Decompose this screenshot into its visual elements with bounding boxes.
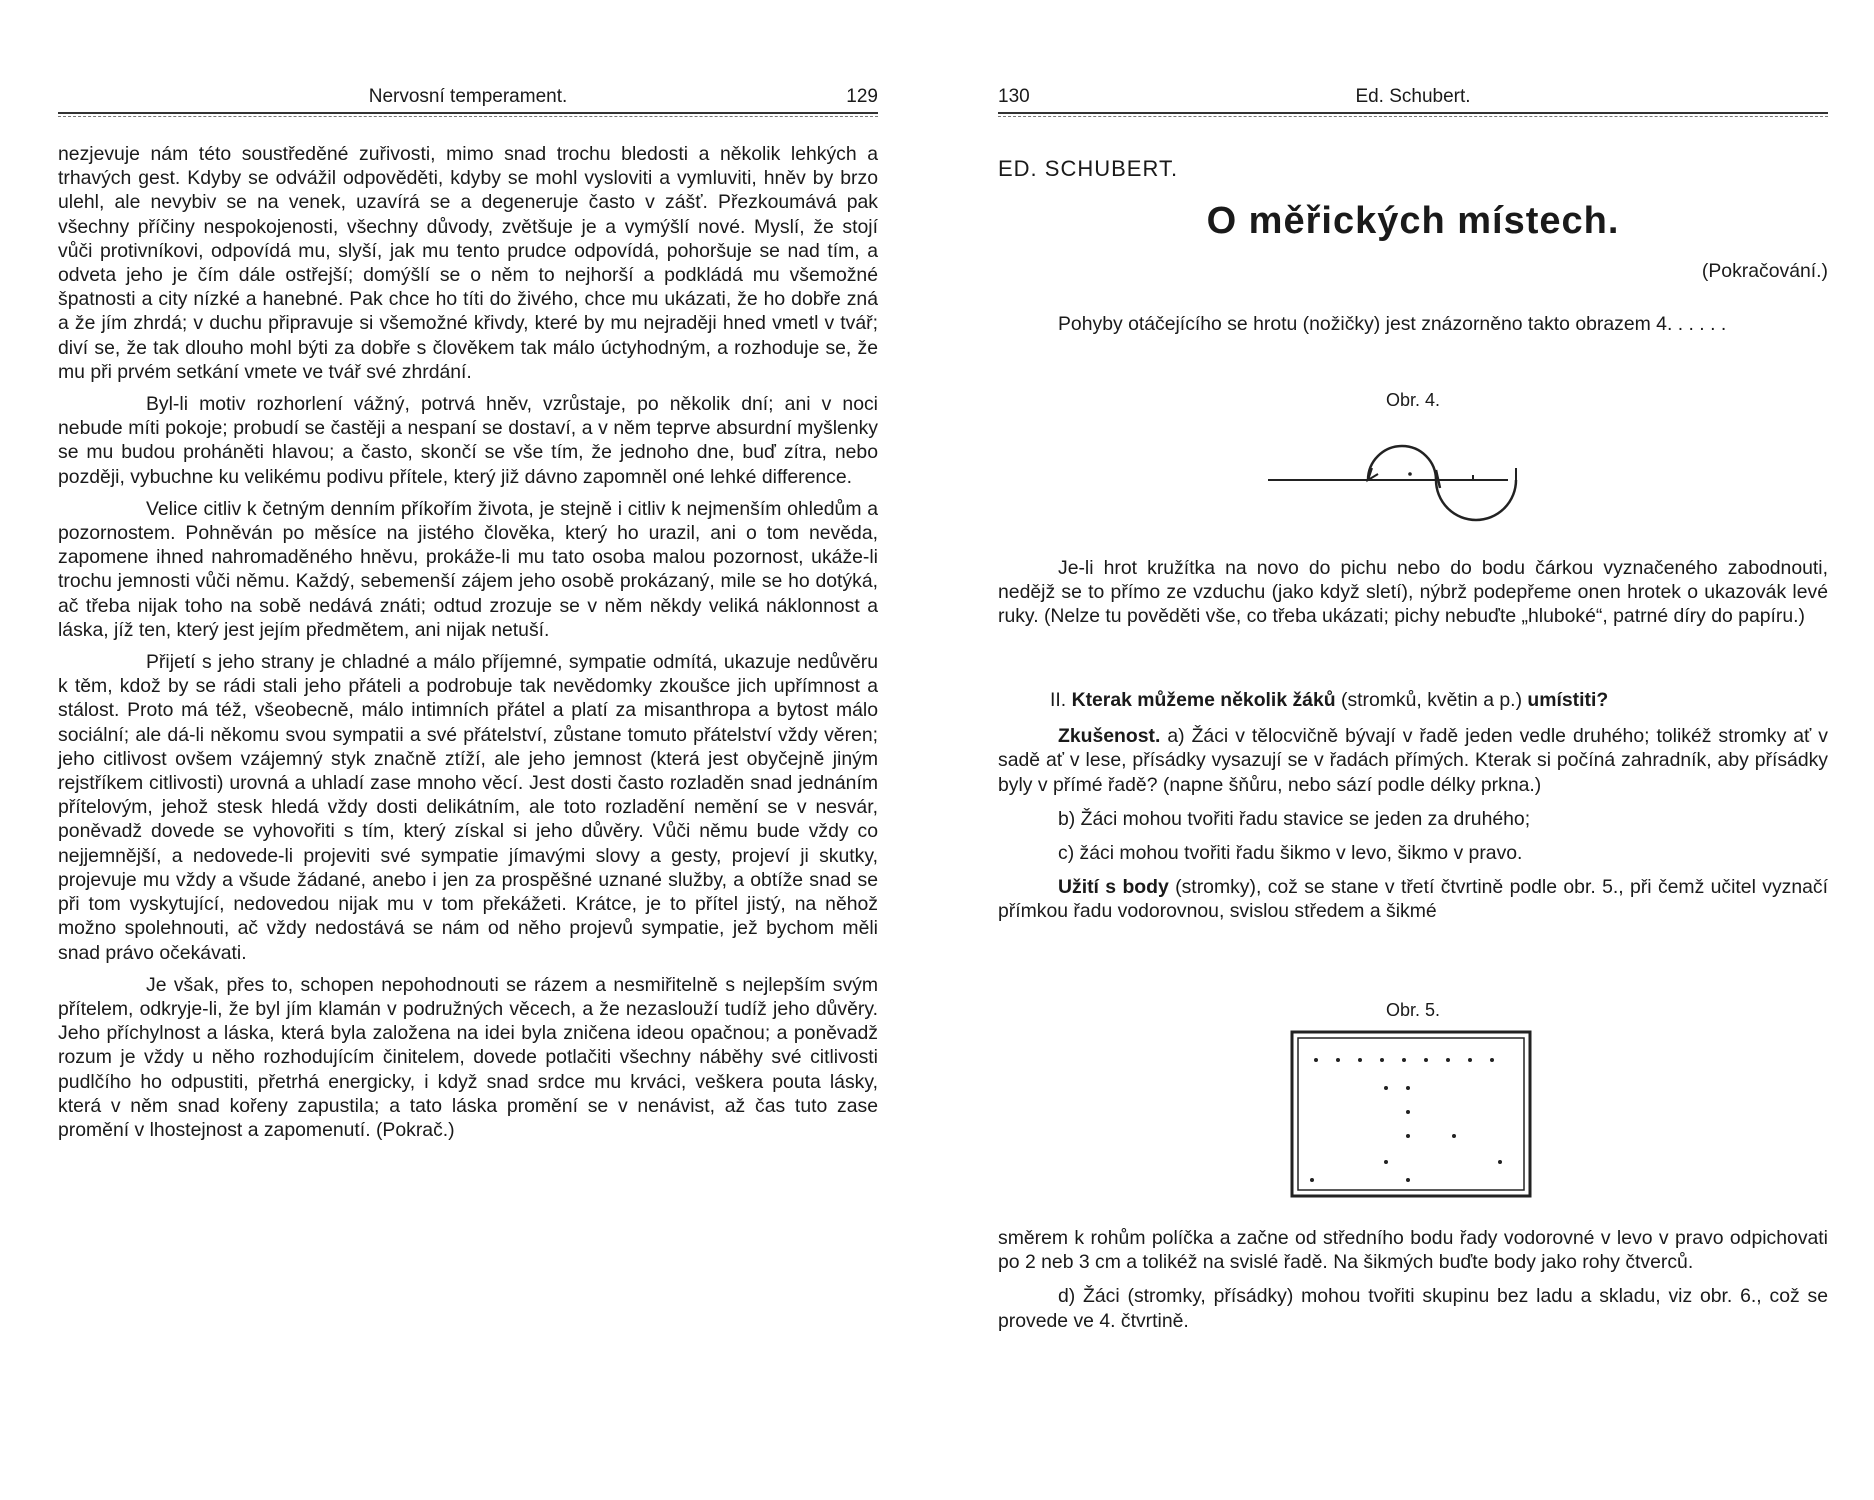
uziti-text: (stromky), což se stane v třetí čtvrtině podle obr. 5., při čemž učitel vyznačí přímkou řadu vodorovnou, svislou středem a šikmé — [998, 876, 1829, 923]
article-title: O měřických místech. — [1206, 200, 1620, 242]
paragraph: Je-li hrot kružítka na novo do pichu nebo do bodu čárkou vyznačeného zabodnouti, nedějž se to přímo ze vzduchu (jako když sletí), nýbrž podepřeme onen hrotek o ukazovák levé ruky. (Nelze tu pověděti vše, co třeba ukázati; pichy nebuďte „hluboké“, patrné díry do papíru.) — [998, 557, 1828, 628]
header-rule-dashed — [998, 116, 1828, 117]
figure-5-dot-grid — [1290, 1030, 1532, 1198]
paragraph: Přijetí s jeho strany je chladné a málo příjemné, sympatie odmítá, ukazuje nedůvěru k těm, kdož by se rádi stali jeho přáteli a podrobuje tak nevědomky zkoušce jich upřímnost a stálost. Proto má též, všeobecně, málo intimních přátel a platí za misanthropa a bytost málo sociální; ale dá-li někomu svou sympatii a své přátelství, zůstane tomuto přátelství vždy věren; jeho citlivost ovšem vzájemný styk značně ztíží, ale jeho jemnost (která jest obyčejně jiným rejstříkem citlivosti) urovná a uhladí zase mnoho věcí. Jest dosti často rozladěn snad jednáním přítelovým, jehož stesk hledá vždy dosti delikátním, ale toto rozladění nemění se v nesvár, poněvadž dovede se vyhovořiti s tím, který získal si jeho důvěry. Vůči němu bude vždy co nejjemnější, a nedovede-li projeviti své sympatie jímavými slovy a gesty, projeví ji skutky, projevuje mu vždy a všude žádané, anebo i jen za prospěšné uznané služby, a obtíže snad se při tom vyskytující, nedovedou nijak mu v tom překážeti. Krátce, je to přítel jistý, na něhož možno spolehnouti, ač vždy nedostává se nám od něho projevů sympatie, jež bychom měli snad právo očekávati. — [58, 651, 878, 964]
paragraph: směrem k rohům políčka a začne od středního bodu řady vodorovné v levo v pravo odpichovati po 2 neb 3 cm a tolikéž na svislé řadě. Na šikmých buďte body jako rohy čtverců. — [998, 1227, 1828, 1274]
item-c: c) žáci mohou tvořiti řadu šikmo v levo, šikmo v pravo. — [1058, 842, 1523, 865]
figure-4-label: Obr. 4. — [1385, 390, 1441, 410]
figure-5-dot — [1498, 1160, 1502, 1164]
figure-5-dot — [1452, 1134, 1456, 1138]
figure-5-dot — [1490, 1058, 1494, 1062]
left-body-text — [58, 142, 878, 1150]
continuation-note: (Pokračování.) — [1701, 260, 1828, 282]
left-running-head — [58, 86, 878, 112]
right-running-title: Ed. Schubert. — [1355, 86, 1471, 107]
left-running-title: Nervosní temperament. — [368, 86, 568, 107]
right-page-number: 130 — [998, 86, 1030, 107]
left-page-number: 129 — [846, 86, 878, 107]
section-ii — [998, 688, 1828, 934]
zkusenost-label: Zkušenost. — [1058, 725, 1161, 748]
figure-5-dot — [1468, 1058, 1472, 1062]
uziti-paragraph — [998, 875, 1828, 923]
figure-5-dot — [1358, 1058, 1362, 1062]
section-number: II. — [1050, 689, 1067, 711]
right-running-head — [998, 86, 1828, 112]
paragraph: Pohyby otáčejícího se hrotu (nožičky) jest znázorněno takto obrazem 4. . . . . . — [1058, 313, 1727, 335]
article-author: ED. SCHUBERT. — [998, 156, 1179, 181]
item-b: b) Žáci mohou tvořiti řadu stavice se jeden za druhého; — [1058, 807, 1531, 830]
figure-5-dot — [1336, 1058, 1340, 1062]
figure-5-outer-frame — [1292, 1032, 1530, 1196]
zkusenost-paragraph — [998, 724, 1828, 797]
figure-4-lower-arc — [1436, 480, 1516, 520]
paragraph: Byl-li motiv rozhorlení vážný, potrvá hněv, vzrůstaje, po několik dní; ani v noci nebude míti pokoje; probudí se častěji a nespaní se dostaví, a v něm teprve absurdní myšlenky se mu budou proháněti hlavou; a často, skončí se vše tím, že jednoho dne, buď zítra, nebo později, vybuchne ku velikému podivu přítele, který již dávno zapomněl oné lehké difference. — [58, 393, 878, 488]
zkusenost-text: a) Žáci v tělocvičně bývají v řadě jeden vedle druhého; tolikéž stromky ať v sadě ať v lese, přísádky vysazují se v řadách přímých. Kterak si počíná zahradník, aby přísádky byly v přímé řadě? (napne šňůru, nebo sází podle délky prkna.) — [998, 725, 1828, 796]
intro-text — [998, 312, 1828, 346]
figure-5-dot — [1380, 1058, 1384, 1062]
figure-5-dot — [1402, 1058, 1406, 1062]
fig5-following-text — [998, 1226, 1828, 1343]
figure-5-dot — [1406, 1086, 1410, 1090]
section-heading-bold-end: umístiti? — [1527, 689, 1609, 711]
figure-4-dot — [1408, 472, 1412, 476]
section-heading-normal: (stromků, květin a p.) — [1341, 689, 1523, 711]
figure-5-dot — [1384, 1086, 1388, 1090]
figure-5-dot — [1406, 1134, 1410, 1138]
left-page — [58, 0, 878, 1500]
uziti-label: Užití s body — [1058, 876, 1169, 899]
figure-5-dots — [1310, 1058, 1502, 1182]
figure-5-dot — [1384, 1160, 1388, 1164]
figure-5-label: Obr. 5. — [1385, 1000, 1441, 1020]
figure-5-inner-frame — [1298, 1038, 1524, 1190]
right-page — [998, 0, 1828, 1500]
fig4-following-text — [998, 556, 1828, 639]
item-d: d) Žáci (stromky, přísádky) mohou tvořiti skupinu bez ladu a skladu, viz obr. 6., což se provede ve 4. čtvrtině. — [998, 1285, 1828, 1332]
figure-4-compass-diagram — [1268, 420, 1568, 530]
figure-5-dot — [1310, 1178, 1314, 1182]
section-heading — [998, 688, 1828, 712]
figure-5-dot — [1446, 1058, 1450, 1062]
figure-5-dot — [1424, 1058, 1428, 1062]
header-rule — [998, 112, 1828, 114]
header-rule — [58, 112, 878, 114]
paragraph: nezjevuje nám této soustředěné zuřivosti, mimo snad trochu bledosti a několik lehkých a trhavých gest. Kdyby se odvážil odpověděti, kdyby se mohl vysloviti a vymluviti, hněv by brzo ulehl, ale nevybiv se na venek, uzavírá se a degeneruje často v zášť. Přezkoumává pak všechny příčiny nespokojenosti, všechny důvody, zvětšuje je a vymýšlí nové. Myslí, že stojí vůči protivníkovi, odpovídá mu, slyší, jak mu tento prudce odpovídá, pohoršuje se nad tím, a odveta jeho je čím dále ostřejší; domýšlí se o něm to nejhorší a podkládá mu všemožné špatnosti a city nízké a hanebné. Pak chce ho títi do živého, chce mu ukázati, že ho dobře zná a že jím zhrdá; v duchu připravuje si všemožné křivdy, které by mu nejraději hned vmetl v tvář; diví se, že tak dlouho mohl býti za dobře s člověkem tak málo úctyhodným, a rozhoduje se, že mu při prvém setkání vmete ve tvář své zhrdání. — [58, 143, 878, 383]
figure-5-dot — [1406, 1110, 1410, 1114]
section-heading-bold: Kterak můžeme několik žáků — [1071, 689, 1336, 711]
paragraph: Je však, přes to, schopen nepohodnouti se rázem a nesmiřitelně s nejlepším svým přítelem, odkryje-li, že byl jím klamán v podružných věcech, a že nezaslouží tudíž jeho důvěry. Jeho příchylnost a láska, která byla založena na idei byla zničena ideou opačnou; a poněvadž rozum je vždy u něho rozhodujícím činitelem, dovede potlačiti všechny náběhy své citlivosti pudlčího ho odpustiti, přetrhá energicky, i když snad srdce mu krváci, veškera pouta lásky, která v něm snad kořeny zapustila; a tato láska promění se v nenávist, až čas tuto zase promění v lhostejnost a zapomenutí. (Pokrač.) — [58, 973, 878, 1141]
figure-5-dot — [1314, 1058, 1318, 1062]
header-rule-dashed — [58, 116, 878, 117]
figure-5-dot — [1406, 1178, 1410, 1182]
paragraph: Velice citliv k četným denním příkořím života, je stejně i citliv k nejmenším ohledům a pozornostem. Pohněván po měsíce na jistého člověka, který ho urazil, ani o tom nevěda, zapomene ihned nahromaděného hněvu, prokáže-li mu tato osoba malou pozornost, ukáže-li trochu jemnosti vůči němu. Každý, sebemenší zájem jeho osobě prokázaný, mile se ho dotýká, ač třeba nijak toho na sobě nedává znáti; odtud zrozuje se v něm někdy veliká náklonnost a láska, jíž ten, který jest jejím předmětem, ani nijak netuší. — [58, 497, 878, 641]
